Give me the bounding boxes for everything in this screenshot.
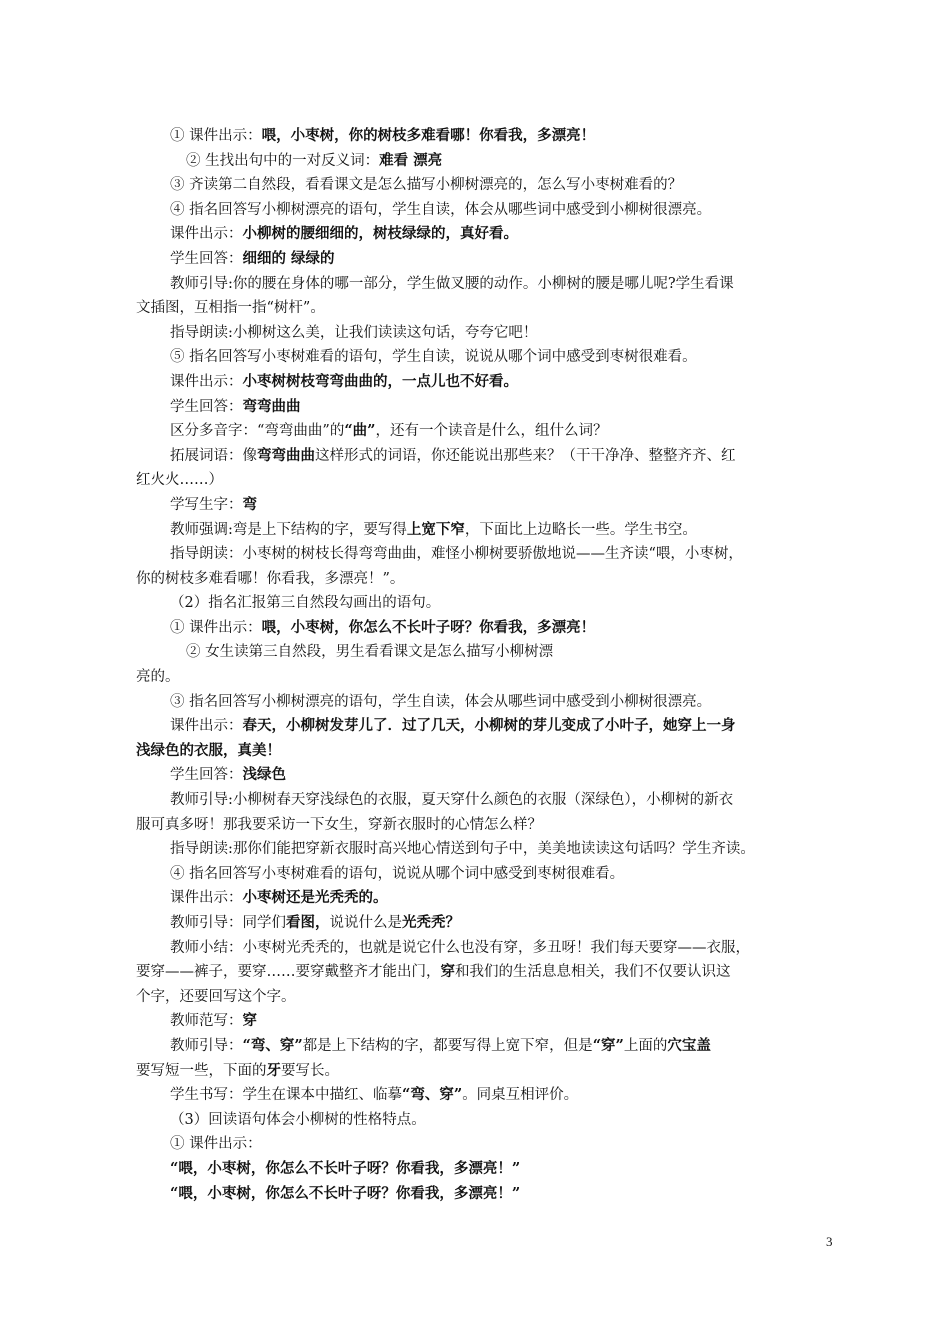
bold-text: 小枣树还是光秃秃的。 <box>242 889 388 907</box>
text-line <box>136 198 836 223</box>
text-segment: ② 女生读第三自然段，男生看看课文是怎么描写小柳树漂 <box>186 644 554 661</box>
text-line <box>136 272 836 297</box>
text-segment: 区分多音字：“弯弯曲曲”的 <box>170 423 345 440</box>
text-segment: 教师范写： <box>170 1013 243 1030</box>
text-segment: ① 课件出示： <box>170 128 262 144</box>
text-segment: 。同桌互相评价。 <box>462 1087 579 1104</box>
bold-text: 小枣树树枝弯弯曲曲的，一点儿也不好看。 <box>242 372 518 390</box>
bold-text: 弯弯曲曲 <box>257 446 315 464</box>
text-segment: ② 生找出句中的一对反义词： <box>186 152 380 169</box>
text-segment: 学生书写：学生在课本中描红、临摹 <box>170 1087 402 1104</box>
bold-text: 上宽下窄 <box>406 520 465 538</box>
text-line <box>136 886 836 911</box>
text-line <box>136 813 836 838</box>
text-line <box>136 1132 836 1157</box>
text-segment: 都是上下结构的字，都要写得上宽下窄，但是 <box>302 1037 593 1054</box>
bold-text: 穿 <box>440 963 455 981</box>
text-line <box>136 1157 836 1182</box>
text-segment: （2）指名汇报第三自然段勾画出的语句。 <box>170 595 441 612</box>
text-segment: ① 课件出示： <box>170 619 262 636</box>
text-line <box>136 788 836 813</box>
text-segment: 教师引导:小柳树春天穿浅绿色的衣服，夏天穿什么颜色的衣服（深绿色），小柳树的新衣 <box>170 792 734 809</box>
text-segment: 教师小结：小枣树光秃秃的，也就是说它什么也没有穿，多丑呀！我们每天要穿——衣服， <box>170 939 750 956</box>
text-segment: 课件出示： <box>170 373 243 390</box>
text-segment: 亮的。 <box>136 669 180 686</box>
bold-text: “弯、穿” <box>402 1086 463 1104</box>
text-segment: ③ 齐读第二自然段，看看课文是怎么描写小柳树漂亮的，怎么写小枣树难看的？ <box>170 177 683 194</box>
text-line <box>136 960 836 985</box>
text-segment: 教师引导:你的腰在身体的哪一部分，学生做叉腰的动作。小柳树的腰是哪儿呢?学生看课 <box>170 275 734 292</box>
bold-text: 穴宝盖 <box>667 1036 711 1054</box>
text-segment: 课件出示： <box>170 718 243 735</box>
bold-text: 牙 <box>266 1061 281 1079</box>
text-line <box>136 149 836 174</box>
text-segment: 课件出示： <box>170 890 243 907</box>
text-segment: 教师强调:弯是上下结构的字，要写得 <box>170 521 407 538</box>
text-line <box>136 296 836 321</box>
text-line <box>136 911 836 936</box>
bold-text: 小柳树的腰细细的，树枝绿绿的，真好看。 <box>242 225 518 243</box>
text-segment: 说说什么是 <box>329 915 402 931</box>
bold-text: 看图， <box>286 914 330 931</box>
text-segment: 个字，还要回写这个字。 <box>136 988 296 1005</box>
text-line <box>136 665 836 690</box>
text-line <box>136 1034 836 1059</box>
text-line <box>136 640 836 665</box>
text-segment: 学生回答： <box>170 250 243 267</box>
text-segment: 拓展词语：像 <box>170 447 257 464</box>
text-line <box>136 444 836 469</box>
text-line <box>136 567 836 592</box>
text-segment: ④ 指名回答写小枣树难看的语句，说说从哪个词中感受到枣树很难看。 <box>170 865 625 882</box>
text-segment: 学写生字： <box>170 496 243 513</box>
text-line <box>136 985 836 1010</box>
bold-text: 喂，小枣树，你怎么不长叶子呀？你看我，多漂亮！ <box>261 618 596 636</box>
document-body <box>136 124 836 1206</box>
text-line <box>136 124 836 149</box>
text-line <box>136 542 836 567</box>
text-segment: 课件出示： <box>170 226 243 243</box>
text-segment: ，下面比上边略长一些。学生书空。 <box>464 521 697 538</box>
text-line <box>136 739 836 764</box>
text-segment: 和我们的生活息息相关，我们不仅要认识这 <box>455 964 731 981</box>
text-line <box>136 616 836 641</box>
bold-text: 春天，小柳树发芽儿了．过了几天，小柳树的芽儿变成了小叶子，她穿上一身 <box>242 717 736 735</box>
text-segment: 上面的 <box>623 1037 668 1054</box>
text-segment: ④ 指名回答写小柳树漂亮的语句，学生自读，体会从哪些词中感受到小柳树很漂亮。 <box>170 201 712 218</box>
text-segment: ，还有一个读音是什么，组什么词？ <box>375 423 608 440</box>
bold-text: 穿 <box>242 1012 257 1030</box>
text-segment: 红火火……） <box>136 472 223 489</box>
text-line <box>136 1108 836 1133</box>
text-segment: 指导朗读：小枣树的树枝长得弯弯曲曲，难怪小柳树要骄傲地说——生齐读“喂，小枣树， <box>170 546 743 563</box>
bold-text: “弯、穿” <box>242 1036 303 1054</box>
bold-text: “穿” <box>592 1036 624 1054</box>
text-line <box>136 1182 836 1207</box>
text-segment: ③ 指名回答写小柳树漂亮的语句，学生自读，体会从哪些词中感受到小柳树很漂亮。 <box>170 693 712 710</box>
text-line <box>136 321 836 346</box>
text-line <box>136 419 836 444</box>
text-line <box>136 690 836 715</box>
text-line <box>136 1059 836 1084</box>
text-segment: 要写短一些，下面的 <box>136 1062 267 1079</box>
text-segment: ⑤ 指名回答写小枣树难看的语句，学生自读，说说从哪个词中感受到枣树很难看。 <box>170 349 697 366</box>
text-segment: 教师引导： <box>170 1037 243 1054</box>
text-segment: 要穿——裤子，要穿……要穿戴整齐才能出门， <box>136 964 441 981</box>
text-segment: ① 课件出示： <box>170 1136 262 1153</box>
text-line <box>136 763 836 788</box>
text-segment: 这样形式的词语，你还能说出那些来？（干干净净、整整齐齐、红 <box>315 447 736 464</box>
text-segment: 学生回答： <box>170 398 243 415</box>
bold-text: 细细的 绿绿的 <box>242 249 335 267</box>
bold-text: “曲” <box>344 422 376 440</box>
bold-text: 光秃秃？ <box>402 914 460 931</box>
text-line <box>136 591 836 616</box>
text-line <box>136 395 836 420</box>
text-line <box>136 518 836 543</box>
text-line <box>136 714 836 739</box>
text-segment: 文插图，互相指一指“树杆”。 <box>136 300 325 317</box>
bold-text: 浅绿色的衣服，真美！ <box>136 741 281 759</box>
bold-text: “喂，小枣树，你怎么不长叶子呀？你看我，多漂亮！” <box>170 1184 521 1202</box>
bold-text: 弯 <box>242 495 257 513</box>
text-segment: 指导朗读:小柳树这么美，让我们读读这句话，夸夸它吧！ <box>170 324 538 341</box>
text-line <box>136 936 836 961</box>
text-segment: 教师引导：同学们 <box>170 915 286 931</box>
text-line <box>136 345 836 370</box>
text-segment: 指导朗读:那你们能把穿新衣服时高兴地心情送到句子中，美美地读读这句话吗？学生齐读。 <box>170 841 755 858</box>
text-line <box>136 1083 836 1108</box>
text-segment: 学生回答： <box>170 767 243 784</box>
text-segment: 你的树枝多难看哪！你看我，多漂亮！”。 <box>136 570 405 587</box>
text-line <box>136 493 836 518</box>
bold-text: 难看 漂亮 <box>379 151 443 169</box>
bold-text: 喂，小枣树，你的树枝多难看哪！你看我，多漂亮！ <box>261 127 596 144</box>
text-line <box>136 468 836 493</box>
text-line <box>136 1009 836 1034</box>
text-line <box>136 222 836 247</box>
text-segment: 要写长。 <box>281 1062 339 1079</box>
bold-text: 浅绿色 <box>242 766 286 784</box>
page-number: 3 <box>826 1234 833 1249</box>
text-segment: 服可真多呀！那我要采访一下女生，穿新衣服时的心情怎么样？ <box>136 816 542 833</box>
bold-text: “喂，小枣树，你怎么不长叶子呀？你看我，多漂亮！” <box>170 1159 521 1177</box>
text-line <box>136 370 836 395</box>
text-segment: （3）回读语句体会小柳树的性格特点。 <box>170 1111 426 1128</box>
bold-text: 弯弯曲曲 <box>242 397 301 415</box>
text-line <box>136 862 836 887</box>
text-line <box>136 837 836 862</box>
text-line <box>136 173 836 198</box>
text-line <box>136 247 836 272</box>
